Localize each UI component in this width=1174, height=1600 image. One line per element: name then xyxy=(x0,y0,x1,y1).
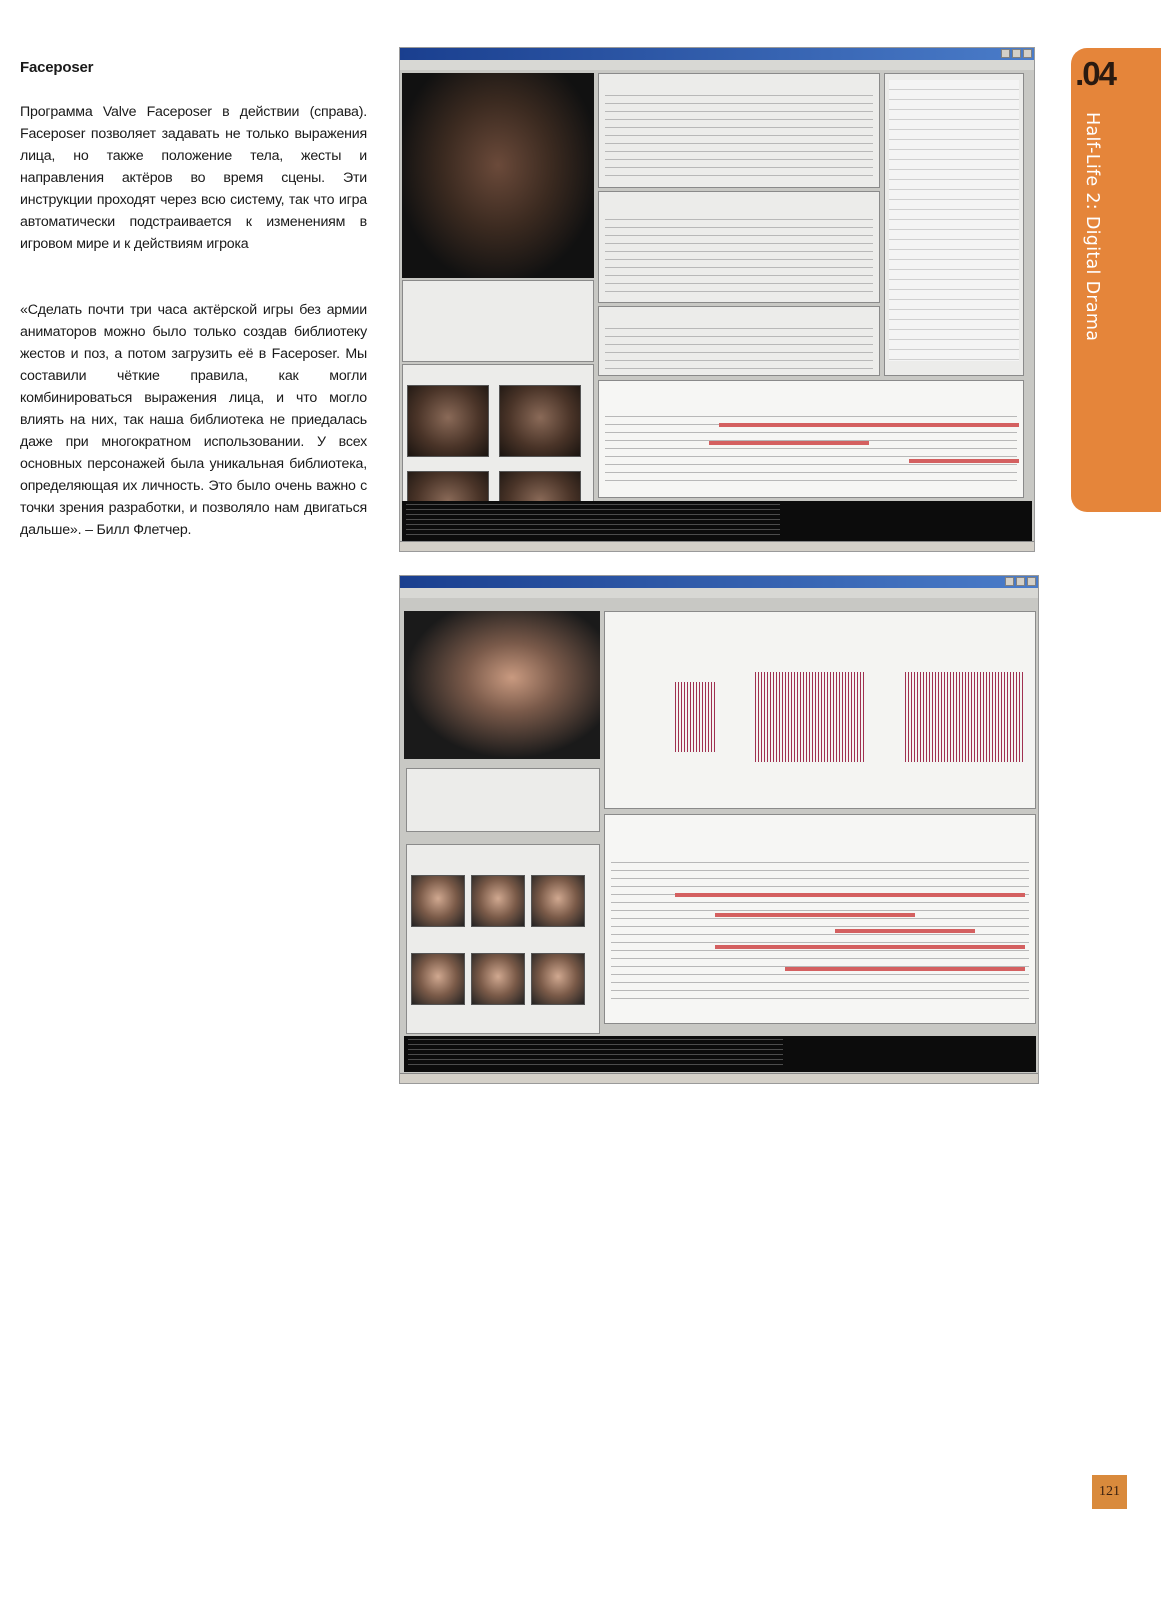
expression-thumbnail xyxy=(471,875,525,927)
chapter-number: .04 xyxy=(1075,55,1115,92)
expression-thumbnail xyxy=(411,953,465,1005)
window-controls xyxy=(1001,49,1032,58)
expressions-panel xyxy=(406,844,600,1034)
maximize-icon xyxy=(1016,577,1025,586)
timeline-event-bar xyxy=(785,967,1025,971)
expression-thumbnail xyxy=(411,875,465,927)
audio-waveform xyxy=(755,672,865,762)
gesture-timeline-panel xyxy=(598,191,880,303)
article-heading: Faceposer xyxy=(20,59,94,76)
timeline-event-bar xyxy=(835,929,975,933)
expression-thumbnail xyxy=(531,875,585,927)
render-options-panel xyxy=(402,280,594,362)
maximize-icon xyxy=(1012,49,1021,58)
menu-bar xyxy=(400,588,1038,598)
flex-sliders-panel xyxy=(884,73,1024,376)
article-paragraph-1: Программа Valve Faceposer в действии (справа). Faceposer позволяет задавать не только выражения лица, но также положение тела, жесты и направления актёров во время сцены. Эти инструкции проходят через всю систему, так что игра автоматически подстраивается к изменениям в игровом мире и к действиям игрока xyxy=(20,104,367,252)
timeline-event-bar xyxy=(675,893,1025,897)
expression-thumbnail xyxy=(499,385,581,457)
ramp-panel xyxy=(598,306,880,376)
timeline-event-bar xyxy=(909,459,1019,463)
face-render-viewport xyxy=(404,611,600,759)
page-number: 121 xyxy=(1092,1475,1127,1509)
close-icon xyxy=(1023,49,1032,58)
window-controls xyxy=(1005,577,1036,586)
minimize-icon xyxy=(1005,577,1014,586)
timeline-tracks xyxy=(605,409,1017,483)
taskbar xyxy=(400,541,1034,551)
expression-thumbnail xyxy=(531,953,585,1005)
render-options-panel xyxy=(406,768,600,832)
timeline-event-bar xyxy=(715,913,915,917)
curve-editor-panel xyxy=(598,73,880,188)
ramp-graph xyxy=(605,321,873,369)
window-titlebar xyxy=(400,48,1034,60)
choreography-timeline-panel xyxy=(604,814,1036,1024)
curve-graph xyxy=(605,88,873,181)
menu-bar xyxy=(400,60,1034,70)
chapter-title: Half-Life 2: Digital Drama xyxy=(1082,112,1102,342)
audio-waveform xyxy=(905,672,1025,762)
expression-thumbnail xyxy=(407,385,489,457)
console-output xyxy=(402,501,1032,541)
faceposer-screenshot-bottom xyxy=(399,575,1039,1084)
face-render-viewport xyxy=(402,73,594,278)
article-quote-paragraph: «Сделать почти три часа актёрской игры без армии аниматоров можно было только создав библиотеку жестов и поз, а потом загрузить её в Faceposer. Мы составили чёткие правила, как могли комбинироваться выражения лица, и что могло влиять на них, так наша библиотека не приедалась даже при многократном использовании. У всех основных персонажей была уникальная библиотека, определяющая их личность. Это было очень важно с точки зрения разработки, и позволяло нам двигаться дальше». – Билл Флетчер. xyxy=(20,302,367,538)
faceposer-screenshot-top xyxy=(399,47,1035,552)
timeline-event-bar xyxy=(709,441,869,445)
choreography-timeline-panel xyxy=(598,380,1024,498)
phoneme-waveform-panel xyxy=(604,611,1036,809)
flex-controller-list xyxy=(889,80,1019,361)
gesture-graph xyxy=(605,212,873,292)
timeline-event-bar xyxy=(719,423,1019,427)
expression-thumbnail xyxy=(471,953,525,1005)
close-icon xyxy=(1027,577,1036,586)
minimize-icon xyxy=(1001,49,1010,58)
console-output xyxy=(404,1036,1036,1072)
timeline-event-bar xyxy=(715,945,1025,949)
audio-waveform xyxy=(675,682,715,752)
taskbar xyxy=(400,1073,1038,1083)
window-titlebar xyxy=(400,576,1038,588)
